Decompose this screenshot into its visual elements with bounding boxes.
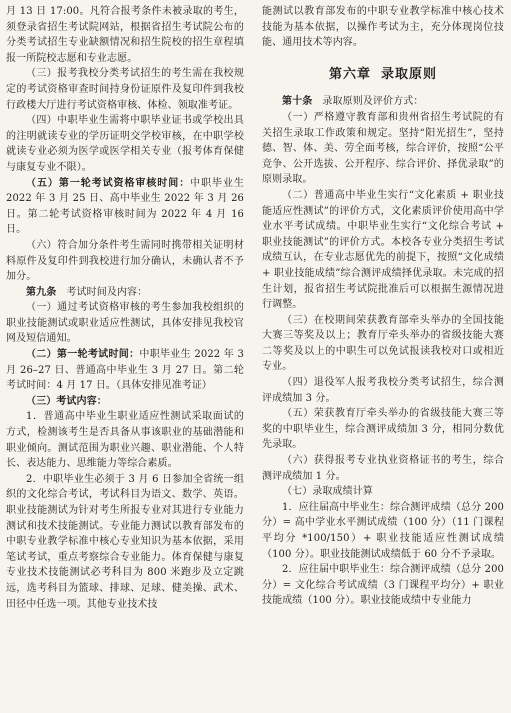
paragraph (262, 453, 504, 484)
paragraph-text: 2．应往届中职毕业生：综合测评成绩（总分 200 分）= 文化综合考试成绩（3 门课程平均分）+ 职业技能成绩（100 分）。职业技能成绩中专业能力 (262, 564, 504, 607)
paragraph-text: （一）通过考试资格审核的考生参加我校组织的职业技能测试或职业适应性测试，具体安排见我校官网及短信通知。 (6, 302, 244, 345)
paragraph-text: 1．普通高中毕业生职业适应性测试采取面试的方式，检测该考生是否具备从事该职业的基础潜能和职业倾向。测试范围为职业兴趣、职业潜能、个人特长、表达能力、思维能力等综合素质。 (6, 411, 244, 470)
right-column-top (262, 4, 504, 51)
paragraph (262, 110, 504, 188)
paragraph-text: （七）录取成绩计算 (282, 486, 373, 498)
paragraph-text: （六）获得报考专业执业资格证书的考生，综合测评成绩加 1 分。 (262, 455, 504, 482)
paragraph (6, 347, 244, 394)
paragraph (6, 394, 244, 410)
paragraph (6, 472, 244, 612)
paragraph-text: （四）中职毕业生需将中职毕业证书或学校出具的注明就读专业的学历证明交学校审核，在中职学校就读专业必须为医学或医学相关专业（报考体育保健与康复专业不限）。 (6, 115, 244, 173)
paragraph (6, 4, 244, 66)
paragraph (262, 375, 504, 406)
paragraph (6, 300, 244, 347)
paragraph (262, 562, 504, 609)
paragraph (6, 409, 244, 471)
paragraph (262, 188, 504, 313)
paragraph-text: 月 13 日 17:00。凡符合报考条件未被录取的考生，须登录省招生考试院网站，根据省招生考试院公布的分类考试招生专业缺额情况和招生院校的招生章程填报一所院校志愿和专业志愿。 (6, 6, 244, 64)
paragraph-text: 考试时间及内容： (66, 286, 148, 298)
paragraph (6, 113, 244, 175)
paragraph-text: 中职毕业生 2022 年 3 月 26–27 日、普通高中毕业生 3 月 27 日。第二轮考试时间：4 月 17 日。（具体安排见准考证） (6, 349, 245, 392)
paragraph (262, 406, 504, 453)
paragraph-text: 能测试以教育部发布的中职专业教学标准中核心技术技能为基本依据，以操作考试为主，充分体现岗位技能、通用技术等内容。 (262, 6, 504, 49)
paragraph-text: （一）严格遵守教育部和贵州省招生考试院的有关招生录取工作政策和规定。坚持“阳光招生”，坚持德、智、体、美、劳全面考核，综合评价，按照“公平竞争、公开选拔、公开程序、综合评价、择优录取”的原则录取。 (262, 111, 504, 186)
paragraph (262, 500, 504, 562)
chapter-number: 第六章 (328, 66, 371, 82)
bold-lead: （二）第一轮考试时间： (26, 349, 140, 361)
right-column-body (262, 94, 504, 609)
paragraph-text: 中职毕业生 2022 年 3 月 25 日、高中毕业生 2022 年 3 月 26 日。第二轮考试资格审核时间为 2022 年 4 月 16 日。 (6, 177, 245, 236)
chapter-heading (262, 67, 504, 83)
right-column (262, 4, 504, 609)
left-column (6, 4, 244, 612)
paragraph (6, 176, 244, 238)
paragraph-text: 1．应往届高中毕业生：综合测评成绩（总分 200 分）= 高中学业水平测试成绩（100 分）（11 门课程平均分 *100/150）+ 职业技能适应性测试成绩（100 分）。职业技能测试成绩低于 60 分不予录取。 (262, 501, 504, 560)
paragraph-text: 2．中职毕业生必须于 3 月 6 日参加全省统一组织的文化综合考试，考试科目为语文、数学、英语。职业技能测试为针对考生所报专业对其进行专业能力测试和技术技能测试。专业能力测试以教育部发布的中职专业教学标准中核心专业知识为基本依据，采用笔试考试，重点考察综合专业能力。体育保健与康复专业技术技能测试必考科目为 800 米跑步及立定跳远，选考科目为篮球、排球、足球、健美操、武术、田径中任选一项。其他专业技术技 (6, 473, 244, 610)
article-heading (6, 285, 244, 301)
paragraph (262, 313, 504, 375)
paragraph (6, 238, 244, 285)
paragraph (262, 4, 504, 51)
paragraph (262, 484, 504, 500)
paragraph (6, 66, 244, 113)
paragraph-text: 录取原则及评价方式： (322, 96, 424, 108)
paragraph-text: （三）考试内容： (26, 395, 107, 407)
bold-lead: （五）第一轮考试资格审核时间： (26, 177, 191, 189)
article-number: 第九条 (26, 286, 57, 298)
paragraph-text: （三）报考我校分类考试招生的考生需在我校规定的考试资格审查时间持身份证原件及复印件到我校行政楼大厅进行考试资格审核、体检、领取准考证。 (6, 68, 244, 111)
chapter-title: 录取原则 (381, 66, 438, 82)
paragraph-text: （四）退役军人报考我校分类考试招生，综合测评成绩加 3 分。 (262, 377, 504, 404)
article-number: 第十条 (282, 96, 313, 108)
paragraph-text: （五）荣获教育厅牵头举办的省级技能大赛三等奖的中职毕业生，综合测评成绩加 3 分，相同分数优先录取。 (262, 408, 504, 451)
paragraph-text: （二）普通高中毕业生实行“文化素质 + 职业技能适应性测试”的评价方式，文化素质评价使用高中学业水平考试成绩。中职毕业生实行“文化综合考试 + 职业技能测试”的评价方式。本校各专业分类招生考试成绩互认，在专业志愿优先的前提下，按照“文化成绩 + 职业技能成绩”综合测评成绩择优录取。未完成的招生计划，报省招生考试院批准后可以根据生源情况进行调整。 (262, 189, 504, 311)
article-heading (262, 94, 504, 110)
paragraph-text: （六）符合加分条件考生需同时携带相关证明材料原件及复印件到我校进行加分确认，未确认者不予加分。 (6, 239, 244, 283)
paragraph-text: （三）在校期间荣获教育部牵头举办的全国技能大赛三等奖及以上；教育厅牵头举办的省级技能大赛二等奖及以上的中职生可以免试报读我校对口或相近专业。 (262, 314, 504, 373)
